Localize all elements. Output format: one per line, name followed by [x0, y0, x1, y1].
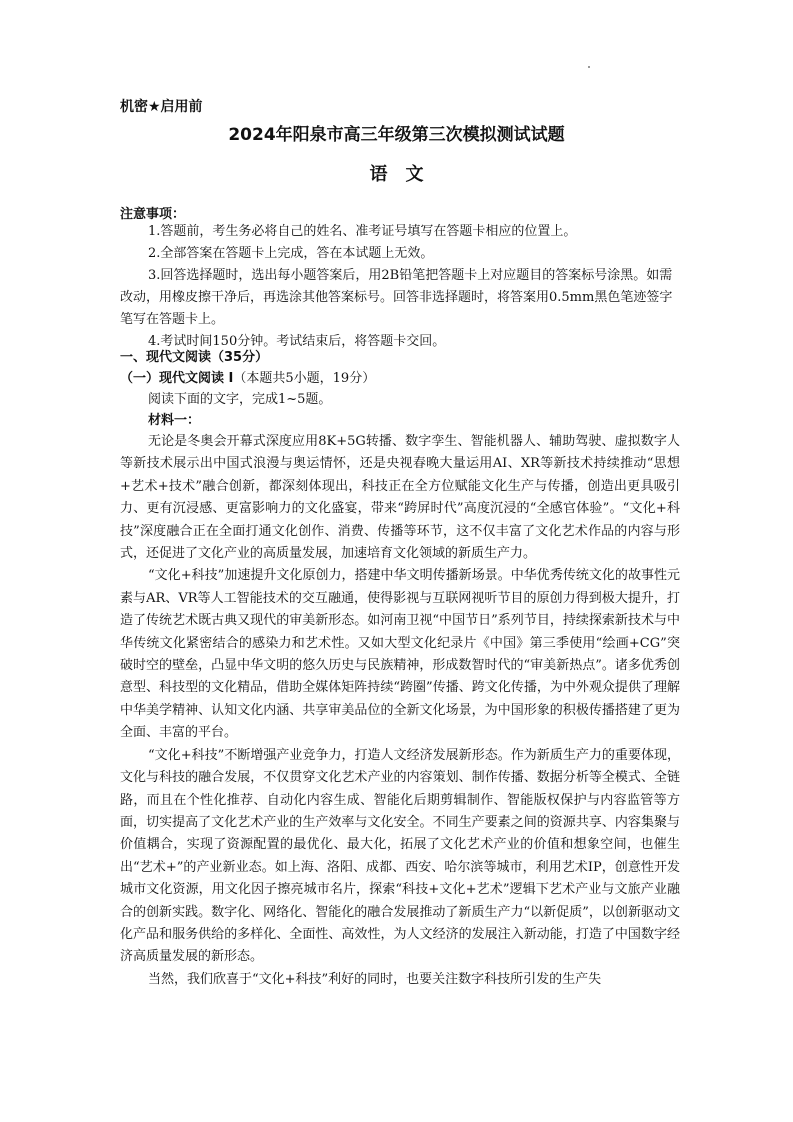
scan-speck [588, 66, 590, 68]
notice-list [120, 221, 680, 353]
reading-passage [120, 431, 680, 991]
subsection-heading [120, 367, 375, 386]
notice-item: 4.考试时间150分钟。考试结束后，将答题卡交回。 [148, 334, 446, 349]
notice-heading: 注意事项： [120, 207, 186, 222]
subject-title: 语文 [369, 164, 442, 185]
section-heading: 一、现代文阅读（35分） [120, 350, 269, 365]
notice-item: 2.全部答案在答题卡上完成，答在本试题上无效。 [148, 246, 434, 261]
passage-paragraph: “文化+科技”不断增强产业竞争力，打造人文经济发展新形态。作为新质生产力的重要体现，文化与科技的融合发展，不仅贯穿文化艺术产业的内容策划、制作传播、数据分析等全模式、全链路，而且在个性化推荐、自动化内容生成、智能化后期剪辑制作、智能版权保护与内容监管等方面，切实提高了文化艺术产业的生产效率与文化安全。不同生产要素之间的资源共享、内容集聚与价值耦合，实现了资源配置的最优化、最大化，拓展了文化艺术产业的价值和想象空间，也催生出“艺术+”的产业新业态。如上海、洛阳、成都、西安、哈尔滨等城市，利用艺术IP，创意性开发城市文化资源，用文化因子擦亮城市名片，探索“科技+文化+艺术”逻辑下艺术产业与文旅产业融合的创新实践。数字化、网络化、智能化的融合发展推动了新质生产力“以新促质”，以创新驱动文化产品和服务供给的多样化、全面性、高效性，为人文经济的发展注入新动能，打造了中国数字经济高质量发展的新形态。 [120, 747, 680, 965]
exam-title: 2024年阳泉市高三年级第三次模拟测试试题 [228, 125, 565, 145]
subsection-title: （一）现代文阅读 I [120, 371, 234, 386]
notice-item: 1.答题前，考生务必将自己的姓名、准考证号填写在答题卡相应的位置上。 [148, 224, 577, 239]
material-label: 材料一： [148, 413, 201, 428]
reading-instruction: 阅读下面的文字，完成1~5题。 [148, 392, 332, 407]
confidential-label: 机密★启用前 [120, 99, 203, 115]
subsection-note: （本题共5小题，19分） [233, 371, 376, 386]
passage-paragraph: 当然，我们欣喜于“文化+科技”利好的同时，也要关注数字科技所引发的生产失 [148, 971, 602, 987]
notice-item: 3.回答选择题时，选出每小题答案后，用2B铅笔把答题卡上对应题目的答案标号涂黑。如需改动，用橡皮擦干净后，再选涂其他答案标号。回答非选择题时，将答案用0.5mm黑色笔迹签字笔写在答题卡上。 [120, 268, 673, 327]
passage-paragraph: 无论是冬奥会开幕式深度应用8K+5G转播、数字孪生、智能机器人、辅助驾驶、虚拟数字人等新技术展示出中国式浪漫与奥运情怀，还是央视春晚大量运用AI、XR等新技术持续推动“思想+艺术+技术”融合创新，都深刻体现出，科技正在全方位赋能文化生产与传播，创造出更具吸引力、更有沉浸感、更富影响力的文化盛宴，带来“跨屏时代”高度沉浸的“全感官体验”。“文化+科技”深度融合正在全面打通文化创作、消费、传播等环节，这不仅丰富了文化艺术作品的内容与形式，还促进了文化产业的高质量发展，加速培育文化领域的新质生产力。 [120, 434, 680, 562]
passage-paragraph: “文化+科技”加速提升文化原创力，搭建中华文明传播新场景。中华优秀传统文化的故事性元素与AR、VR等人工智能技术的交互融通，使得影视与互联网视听节目的原创力得到极大提升，打造了传统艺术既古典又现代的审美新形态。如河南卫视“中国节日”系列节目，持续探索新技术与中华传统文化紧密结合的感染力和艺术性。又如大型文化纪录片《中国》第三季使用“绘画+CG”突破时空的壁垒，凸显中华文明的悠久历史与民族精神，形成数智时代的“审美新热点”。诸多优秀创意型、科技型的文化精品，借助全媒体矩阵持续“跨圈”传播、跨文化传播，为中外观众提供了理解中华美学精神、认知文化内涵、共享审美品位的全新文化场景，为中国形象的积极传播搭建了更为全面、丰富的平台。 [120, 568, 680, 741]
